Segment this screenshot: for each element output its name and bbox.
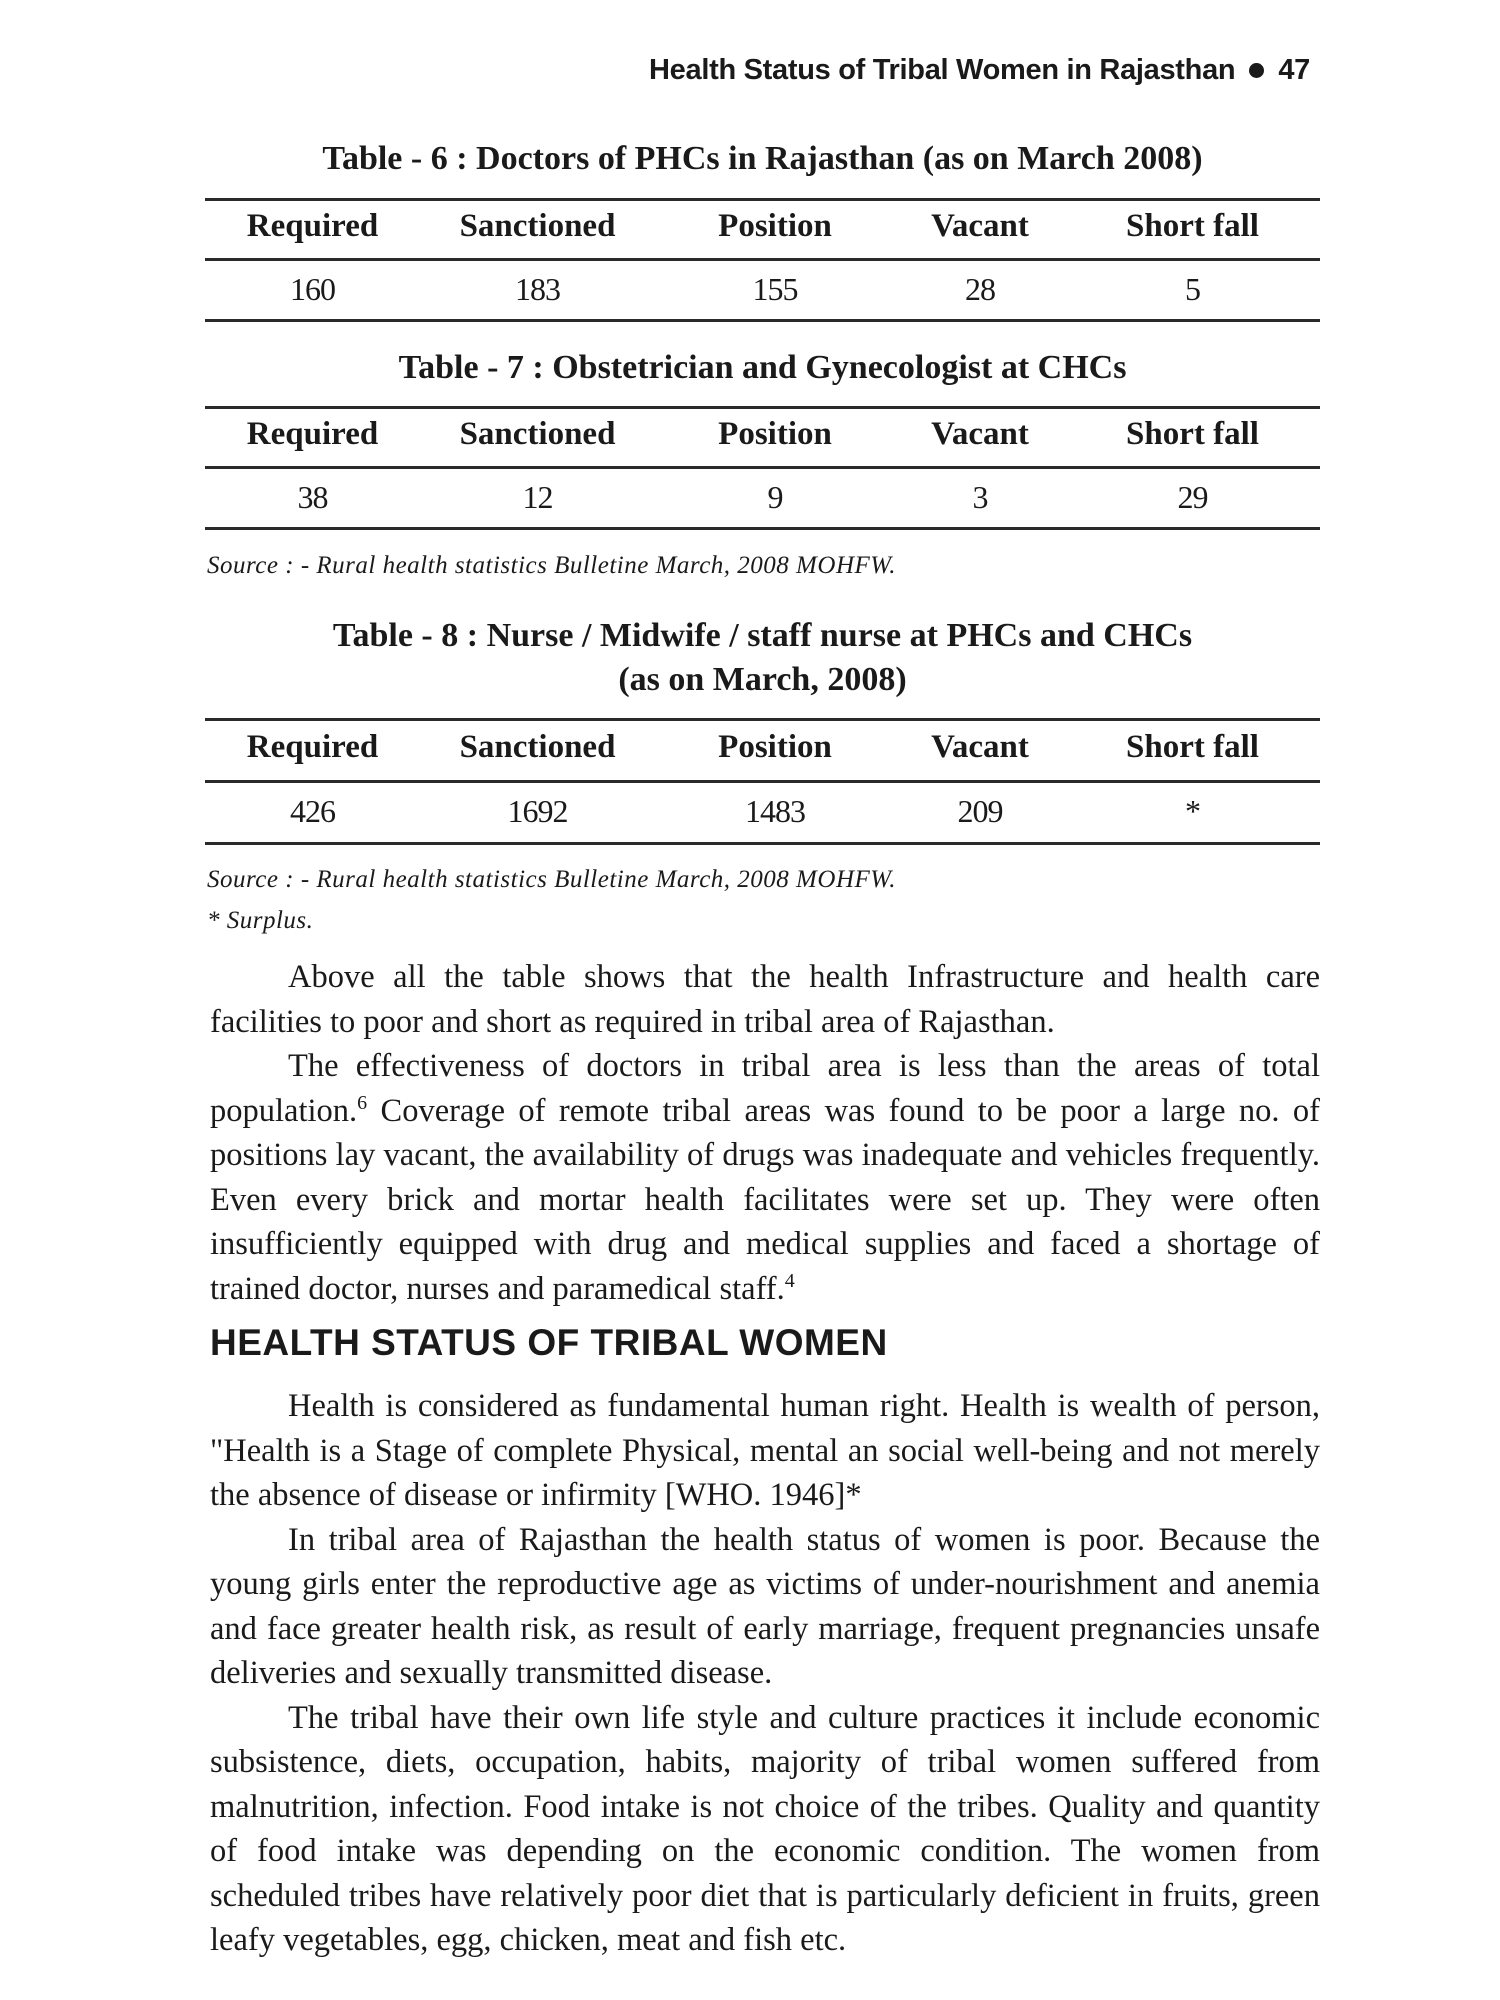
footnote-ref: 4 (784, 1269, 795, 1292)
body-section-1 (210, 955, 1320, 1311)
table8-cell: 209 (957, 793, 1003, 829)
footnote-ref: 6 (357, 1091, 368, 1114)
table8-caption (205, 614, 1320, 702)
table8-col-sanctioned: Sanctioned (459, 729, 616, 765)
table8-top-rule (205, 718, 1320, 721)
table7-caption: Table - 7 : Obstetrician and Gynecologist at CHCs (398, 349, 1127, 386)
table7-mid-rule (205, 466, 1320, 469)
table6-col-shortfall: Short fall (1126, 208, 1259, 244)
table7-col-shortfall: Short fall (1126, 416, 1259, 452)
table8-col-shortfall: Short fall (1126, 729, 1259, 765)
table7-cell: 3 (972, 479, 988, 515)
table8-bottom-rule (205, 842, 1320, 845)
table8-caption-line1: Table - 8 : Nurse / Midwife / staff nurse at PHCs and CHCs (332, 617, 1193, 654)
table8-cell: 1483 (745, 793, 805, 829)
table8-footnote: * Surplus. (207, 907, 314, 934)
table8-col-required: Required (246, 729, 379, 765)
table8-mid-rule (205, 780, 1320, 783)
table7-bottom-rule (205, 527, 1320, 530)
table6-mid-rule (205, 258, 1320, 261)
table7-col-position: Position (718, 416, 832, 452)
running-header (649, 54, 1310, 87)
table6-caption: Table - 6 : Doctors of PHCs in Rajasthan (as on March 2008) (322, 140, 1203, 177)
table8-cell: 426 (290, 793, 335, 829)
table7-value-row (205, 479, 1320, 516)
paragraph: The tribal have their own life style and culture practices it include economic subsistence, diets, occupation, habits, majority of tribal women suffered from malnutrition, infection. Food intake is not choice of the tribes. Quality and quantity of food intake was depending on the economic condition. The women from scheduled tribes have relatively poor diet that is particularly deficient in fruits, green leafy vegetables, egg, chicken, meat and fish etc. (210, 1699, 1320, 1958)
section-heading: HEALTH STATUS OF TRIBAL WOMEN (210, 1322, 888, 1363)
paragraph (210, 1044, 1320, 1311)
table8-caption-line2: (as on March, 2008) (618, 661, 907, 698)
paragraph-text: The effectiveness of doctors in tribal area is less than the areas of total population. (210, 1048, 1320, 1129)
table6-col-sanctioned: Sanctioned (459, 208, 616, 244)
table7-col-required: Required (246, 416, 379, 452)
table8-cell: 1692 (507, 793, 568, 829)
paragraph: In tribal area of Rajasthan the health status of women is poor. Because the young girls enter the reproductive age as victims of under-nourishment and anemia and face greater health risk, as result of early marriage, frequent pregnancies unsafe deliveries and sexually transmitted disease. (210, 1521, 1320, 1691)
table6-col-position: Position (718, 208, 832, 244)
table6-cell: 5 (1185, 271, 1200, 307)
table7-col-vacant: Vacant (931, 416, 1029, 452)
body-section-2 (210, 1384, 1320, 1963)
table7-cell: 9 (767, 479, 783, 515)
table7-col-sanctioned: Sanctioned (459, 416, 616, 452)
table8-source: Source : - Rural health statistics Bulletine March, 2008 MOHFW. (207, 866, 897, 893)
table8-col-vacant: Vacant (931, 729, 1029, 765)
table6-cell: 28 (965, 271, 995, 307)
table6-bottom-rule (205, 319, 1320, 322)
table7-source: Source : - Rural health statistics Bulletine March, 2008 MOHFW. (207, 552, 897, 579)
table8-col-position: Position (718, 729, 832, 765)
running-title: Health Status of Tribal Women in Rajasthan (649, 54, 1236, 86)
table7-header-row (205, 416, 1320, 453)
table8-cell: * (1185, 793, 1200, 829)
table8-header-row (205, 729, 1320, 766)
table7-top-rule (205, 406, 1320, 409)
table7-cell: 38 (297, 479, 328, 515)
paragraph: Above all the table shows that the health Infrastructure and health care facilities to poor and short as required in tribal area of Rajasthan. (210, 959, 1320, 1040)
table6-cell: 155 (752, 271, 798, 307)
table6-top-rule (205, 198, 1320, 201)
table6-value-row (205, 271, 1320, 308)
table6-header-row (205, 208, 1320, 245)
table6-col-required: Required (246, 208, 379, 244)
bullet-icon (1249, 63, 1264, 78)
paragraph-text: Coverage of remote tribal areas was found to be poor a large no. of positions lay vacant, the availability of drugs was inadequate and vehicles frequently. Even every brick and mortar health facilitates were set up. They were often insufficiently equipped with drug and medical supplies and faced a shortage of trained doctor, nurses and paramedical staff. (210, 1092, 1320, 1307)
table7-cell: 12 (522, 479, 553, 515)
table6-cell: 160 (290, 271, 335, 307)
table7-cell: 29 (1177, 479, 1208, 515)
table6-cell: 183 (515, 271, 560, 307)
paragraph: Health is considered as fundamental human right. Health is wealth of person, "Health is a Stage of complete Physical, mental an social well-being and not merely the absence of disease or infirmity [WHO. 1946]* (210, 1388, 1320, 1513)
table6-col-vacant: Vacant (931, 208, 1029, 244)
table8-value-row (205, 793, 1320, 830)
page-number: 47 (1278, 54, 1310, 86)
